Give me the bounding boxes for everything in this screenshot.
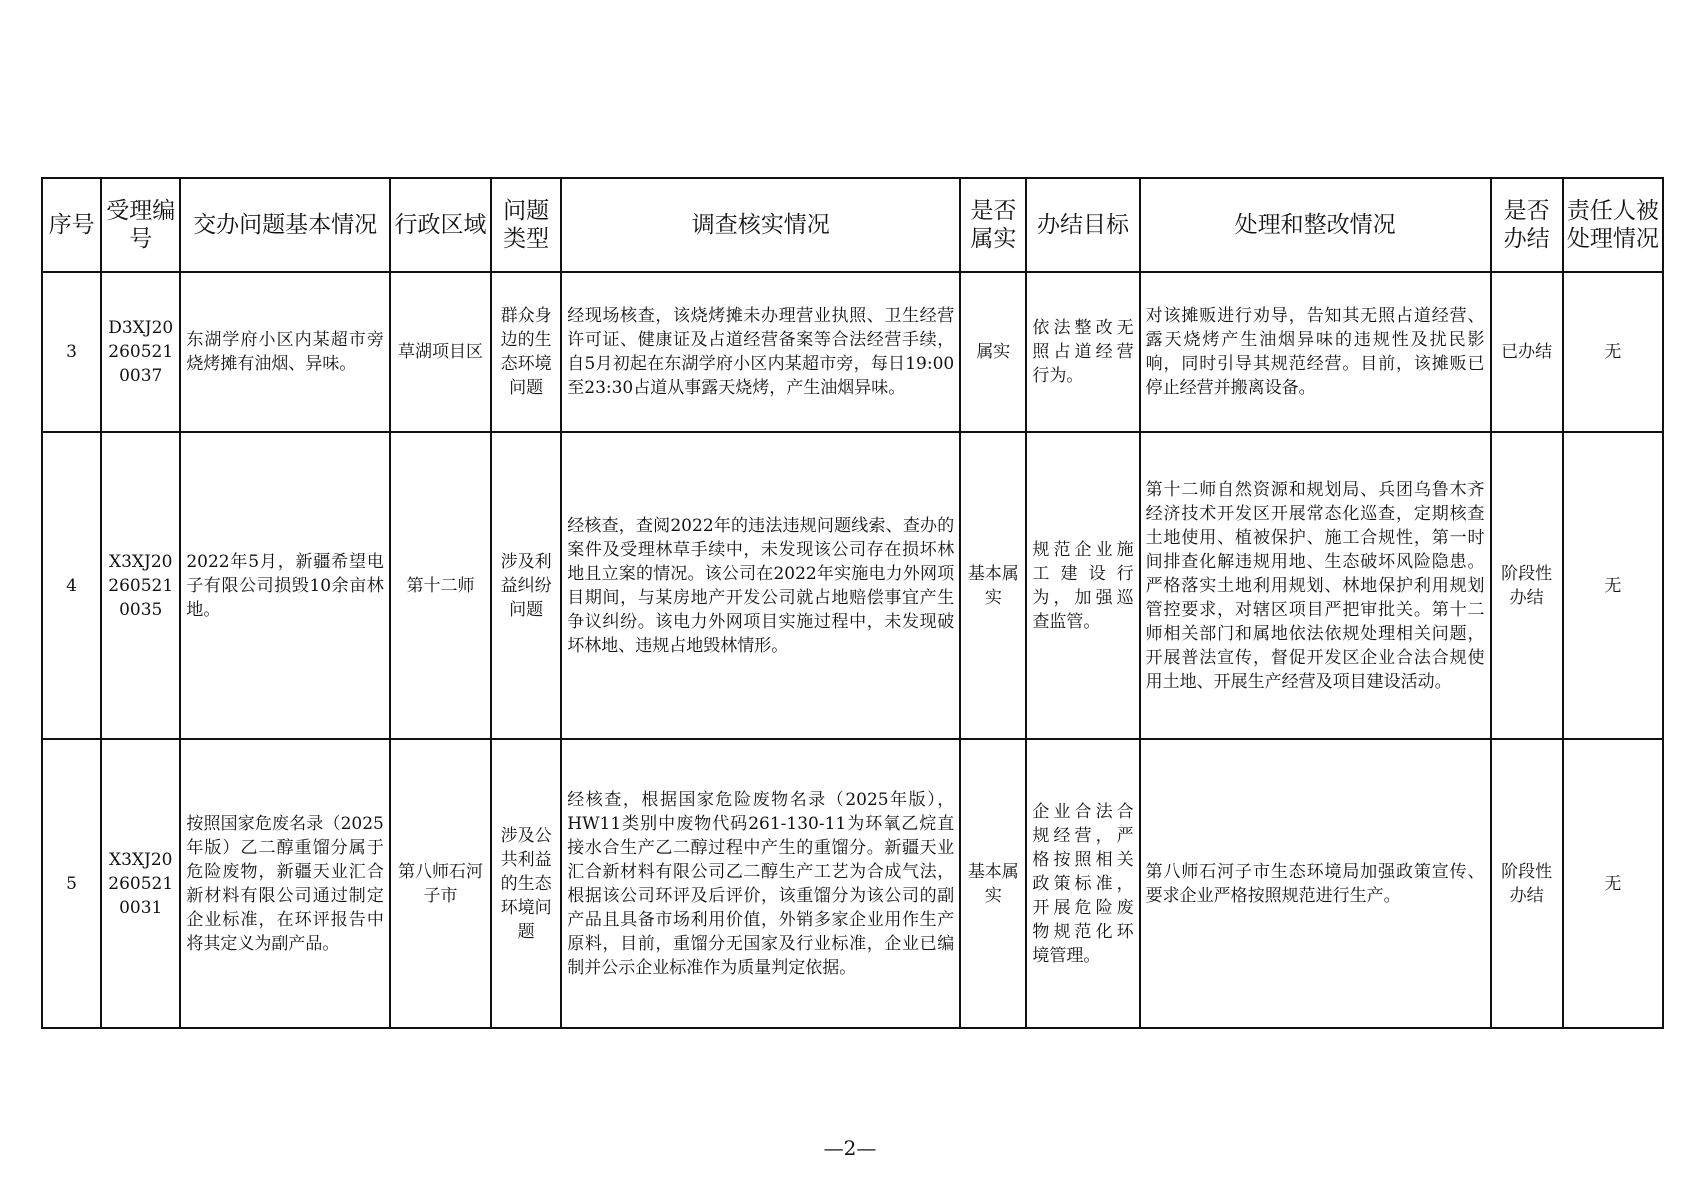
cell-no: 5 — [42, 739, 101, 1028]
header-id: 受理编号 — [101, 178, 180, 272]
table-header-row — [42, 178, 1663, 272]
cell-investigation: 经现场核查，该烧烤摊未办理营业执照、卫生经营许可证、健康证及占道经营备案等合法经营手续，自5月初起在东湖学府小区内某超市旁，每日19:00至23:30占道从事露天烧烤，产生油烟异味。 — [561, 272, 960, 432]
cell-goal: 企业合法合规经营，严格按照相关政策标准，开展危险废物规范化环境管理。 — [1026, 739, 1139, 1028]
cell-no: 4 — [42, 432, 101, 739]
cell-region: 第八师石河子市 — [390, 739, 491, 1028]
table-row — [42, 432, 1663, 739]
cell-handling: 第十二师自然资源和规划局、兵团乌鲁木齐经济技术开发区开展常态化巡查，定期核查土地使用、植被保护、施工合规性，第一时间排查化解违规用地、生态破坏风险隐患。严格落实土地利用规划、林地保护利用规划管控要求，对辖区项目严把审批关。第十二师相关部门和属地依法依规处理相关问题，开展普法宣传，督促开发区企业合法合规使用土地、开展生产经营及项目建设活动。 — [1140, 432, 1491, 739]
cell-verified: 基本属实 — [960, 432, 1026, 739]
cell-issue: 按照国家危废名录（2025年版）乙二醇重馏分属于危险废物，新疆天业汇合新材料有限公司通过制定企业标准，在环评报告中将其定义为副产品。 — [180, 739, 390, 1028]
header-issue: 交办问题基本情况 — [180, 178, 390, 272]
cell-no: 3 — [42, 272, 101, 432]
header-type: 问题类型 — [491, 178, 561, 272]
cell-investigation: 经核查，根据国家危险废物名录（2025年版），HW11类别中废物代码261-130-11为环氧乙烷直接水合生产乙二醇过程中产生的重馏分。新疆天业汇合新材料有限公司乙二醇生产工艺为合成气法，根据该公司环评及后评价，该重馏分为该公司的副产品且具备市场利用价值，外销多家企业用作生产原料，目前，重馏分无国家及行业标准，企业已编制并公示企业标准作为质量判定依据。 — [561, 739, 960, 1028]
header-handling: 处理和整改情况 — [1140, 178, 1491, 272]
cell-handling: 第八师石河子市生态环境局加强政策宣传、要求企业严格按照规范进行生产。 — [1140, 739, 1491, 1028]
table-row — [42, 739, 1663, 1028]
cell-completed: 已办结 — [1491, 272, 1563, 432]
cell-issue: 2022年5月，新疆希望电子有限公司损毁10余亩林地。 — [180, 432, 390, 739]
report-table — [41, 177, 1664, 1029]
cell-id: D3XJ202605210037 — [101, 272, 180, 432]
header-completed: 是否办结 — [1491, 178, 1563, 272]
cell-verified: 基本属实 — [960, 739, 1026, 1028]
cell-completed: 阶段性办结 — [1491, 739, 1563, 1028]
cell-completed: 阶段性办结 — [1491, 432, 1563, 739]
cell-type: 涉及利益纠纷问题 — [491, 432, 561, 739]
cell-goal: 依法整改无照占道经营行为。 — [1026, 272, 1139, 432]
cell-issue: 东湖学府小区内某超市旁烧烤摊有油烟、异味。 — [180, 272, 390, 432]
cell-type: 群众身边的生态环境问题 — [491, 272, 561, 432]
header-no: 序号 — [42, 178, 101, 272]
cell-id: X3XJ202605210035 — [101, 432, 180, 739]
page-number: —2— — [823, 1136, 877, 1160]
cell-id: X3XJ202605210031 — [101, 739, 180, 1028]
cell-region: 第十二师 — [390, 432, 491, 739]
cell-region: 草湖项目区 — [390, 272, 491, 432]
cell-responsible: 无 — [1563, 272, 1663, 432]
cell-responsible: 无 — [1563, 432, 1663, 739]
cell-responsible: 无 — [1563, 739, 1663, 1028]
cell-handling: 对该摊贩进行劝导，告知其无照占道经营、露天烧烤产生油烟异味的违规性及扰民影响，同时引导其规范经营。目前，该摊贩已停止经营并搬离设备。 — [1140, 272, 1491, 432]
cell-type: 涉及公共利益的生态环境问题 — [491, 739, 561, 1028]
cell-verified: 属实 — [960, 272, 1026, 432]
cell-goal: 规范企业施工建设行为，加强巡查监管。 — [1026, 432, 1139, 739]
header-verified: 是否属实 — [960, 178, 1026, 272]
header-investigation: 调查核实情况 — [561, 178, 960, 272]
header-region: 行政区域 — [390, 178, 491, 272]
header-responsible: 责任人被处理情况 — [1563, 178, 1663, 272]
header-goal: 办结目标 — [1026, 178, 1139, 272]
table-row — [42, 272, 1663, 432]
cell-investigation: 经核查，查阅2022年的违法违规问题线索、查办的案件及受理林草手续中，未发现该公司存在损坏林地且立案的情况。该公司在2022年实施电力外网项目期间，与某房地产开发公司就占地赔偿事宜产生争议纠纷。该电力外网项目实施过程中，未发现破坏林地、违规占地毁林情形。 — [561, 432, 960, 739]
